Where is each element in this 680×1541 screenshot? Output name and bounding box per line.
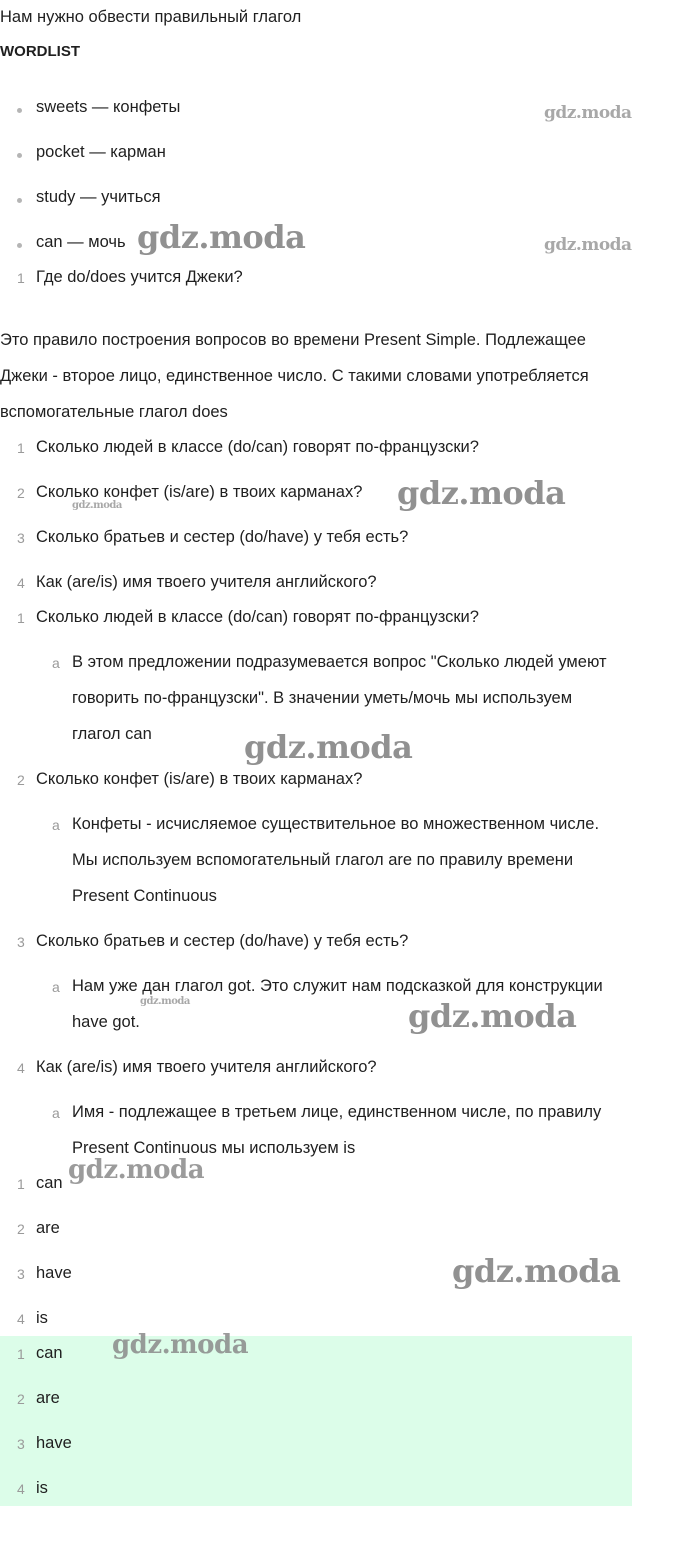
answer-highlight-box xyxy=(0,1336,632,1506)
list-number: 1 xyxy=(17,270,25,286)
explanation-text: Present Continuous мы используем is xyxy=(72,1139,356,1157)
explanation-text: Мы используем вспомогательный глагол are по правилу времени xyxy=(72,851,574,869)
list-number: 4 xyxy=(17,1060,25,1076)
answer-word: have xyxy=(36,1264,72,1282)
bullet-icon xyxy=(17,243,22,248)
explanation-text: глагол can xyxy=(72,725,152,743)
list-number: 4 xyxy=(17,1481,25,1497)
explanation-line: вспомогательные глагол does xyxy=(0,403,228,421)
list-number: 3 xyxy=(17,530,25,546)
list-number: 1 xyxy=(17,1346,25,1362)
list-number: 2 xyxy=(17,485,25,501)
explanation-text: Нам уже дан глагол got. Это служит нам подсказкой для конструкции xyxy=(72,977,603,995)
sub-letter: a xyxy=(52,979,60,995)
list-number: 2 xyxy=(17,1221,25,1237)
explanation-text: В этом предложении подразумевается вопрос "Сколько людей умеют xyxy=(72,653,607,671)
question-item: Сколько людей в классе (do/can) говорят по-французски? xyxy=(36,438,479,456)
explanation-line: Это правило построения вопросов во времени Present Simple. Подлежащее xyxy=(0,331,586,349)
explanation-text: говорить по-французски". В значении уметь/мочь мы используем xyxy=(72,689,573,707)
explained-question: Сколько конфет (is/are) в твоих карманах? xyxy=(36,770,363,788)
question-item: Как (are/is) имя твоего учителя английского? xyxy=(36,573,377,591)
explained-question: Сколько братьев и сестер (do/have) у тебя есть? xyxy=(36,932,409,950)
wordlist-title: WORDLIST xyxy=(0,43,80,60)
final-answer-word: have xyxy=(36,1434,72,1452)
list-number: 3 xyxy=(17,1436,25,1452)
watermark: gdz.moda xyxy=(112,1330,249,1360)
list-number: 3 xyxy=(17,934,25,950)
list-number: 1 xyxy=(17,1176,25,1192)
answer-word: are xyxy=(36,1219,60,1237)
watermark: gdz.moda xyxy=(68,1155,205,1185)
final-answer-word: are xyxy=(36,1389,60,1407)
bullet-icon xyxy=(17,153,22,158)
list-number: 1 xyxy=(17,610,25,626)
watermark: gdz.moda xyxy=(452,1252,621,1290)
list-number: 2 xyxy=(17,772,25,788)
sub-letter: a xyxy=(52,1105,60,1121)
list-number: 4 xyxy=(17,575,25,591)
watermark: gdz.moda xyxy=(397,474,566,512)
final-answer-word: can xyxy=(36,1344,63,1362)
explanation-line: Джеки - второе лицо, единственное число. С такими словами употребляется xyxy=(0,367,589,385)
list-number: 3 xyxy=(17,1266,25,1282)
watermark: gdz.moda xyxy=(544,235,632,255)
list-number: 2 xyxy=(17,1391,25,1407)
watermark: gdz.moda xyxy=(140,996,190,1007)
wordlist-item: can — мочь xyxy=(36,233,126,251)
bullet-icon xyxy=(17,198,22,203)
wordlist-item: study — учиться xyxy=(36,188,161,206)
list-number: 4 xyxy=(17,1311,25,1327)
explained-question: Сколько людей в классе (do/can) говорят по-французски? xyxy=(36,608,479,626)
list-number: 1 xyxy=(17,440,25,456)
answer-word: is xyxy=(36,1309,48,1327)
watermark: gdz.moda xyxy=(544,103,632,123)
bullet-icon xyxy=(17,108,22,113)
question-item: Сколько братьев и сестер (do/have) у тебя есть? xyxy=(36,528,409,546)
watermark: gdz.moda xyxy=(72,500,122,511)
example-question: Где do/does учится Джеки? xyxy=(36,268,243,286)
explained-question: Как (are/is) имя твоего учителя английского? xyxy=(36,1058,377,1076)
explanation-text: Present Continuous xyxy=(72,887,217,905)
wordlist-item: sweets — конфеты xyxy=(36,98,181,116)
watermark: gdz.moda xyxy=(244,728,413,766)
watermark: gdz.moda xyxy=(137,218,306,256)
intro-text: Нам нужно обвести правильный глагол xyxy=(0,8,302,26)
watermark: gdz.moda xyxy=(408,997,577,1035)
answer-word: can xyxy=(36,1174,63,1192)
question-item: Сколько конфет (is/are) в твоих карманах? xyxy=(36,483,363,501)
explanation-text: Имя - подлежащее в третьем лице, единственном числе, по правилу xyxy=(72,1103,602,1121)
sub-letter: a xyxy=(52,817,60,833)
sub-letter: a xyxy=(52,655,60,671)
final-answer-word: is xyxy=(36,1479,48,1497)
wordlist-item: pocket — карман xyxy=(36,143,166,161)
explanation-text: Конфеты - исчисляемое существительное во множественном числе. xyxy=(72,815,600,833)
explanation-text: have got. xyxy=(72,1013,140,1031)
